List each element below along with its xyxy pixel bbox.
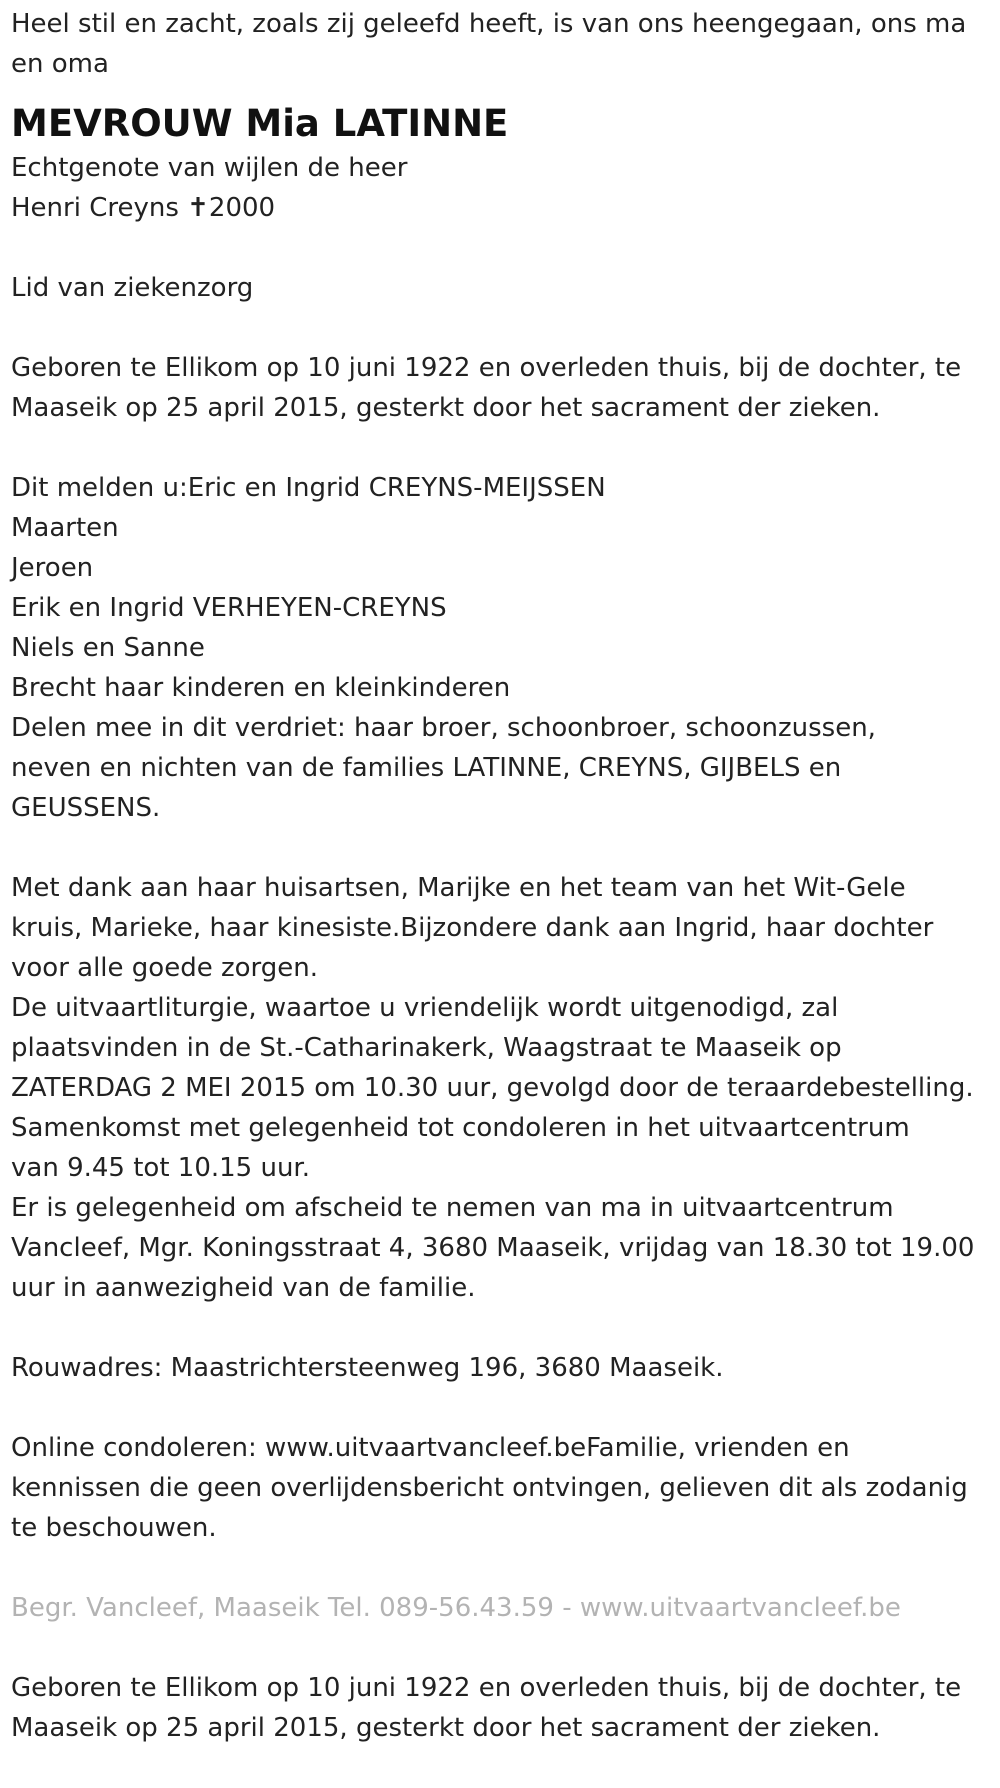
family-line: GEUSSENS. [11,793,161,823]
family-line: neven en nichten van de families LATINNE, CREYNS, GIJBELS en [11,753,842,783]
spacer [11,308,996,348]
spouse-line: Echtgenote van wijlen de heer [11,153,408,183]
service-line: van 9.45 tot 10.15 uur. [11,1153,310,1183]
family-line: Delen mee in dit verdriet: haar broer, schoonbroer, schoonzussen, [11,713,876,743]
online-line: te beschouwen. [11,1513,217,1543]
service-line: Er is gelegenheid om afscheid te nemen van ma in uitvaartcentrum [11,1193,894,1223]
service-line: Vancleef, Mgr. Koningsstraat 4, 3680 Maaseik, vrijdag van 18.30 tot 19.00 [11,1233,975,1263]
service-line: voor alle goede zorgen. [11,953,318,983]
online-condolence-paragraph [11,1428,996,1548]
service-line: Met dank aan haar huisartsen, Marijke en het team van het Wit-Gele [11,873,906,903]
family-line: Niels en Sanne [11,633,205,663]
birth-line: Geboren te Ellikom op 10 juni 1922 en overleden thuis, bij de dochter, te [11,353,962,383]
service-line: uur in aanwezigheid van de familie. [11,1273,476,1303]
spacer [11,1388,996,1428]
family-line: Dit melden u:Eric en Ingrid CREYNS-MEIJSSEN [11,473,606,503]
family-paragraph [11,468,996,828]
birth-paragraph-repeat [11,1668,996,1748]
family-line: Erik en Ingrid VERHEYEN-CREYNS [11,593,447,623]
service-line: Samenkomst met gelegenheid tot condoleren in het uitvaartcentrum [11,1113,910,1143]
online-line: kennissen die geen overlijdensbericht ontvingen, gelieven dit als zodanig [11,1473,968,1503]
spacer [11,1548,996,1588]
spacer [11,828,996,868]
service-line: ZATERDAG 2 MEI 2015 om 10.30 uur, gevolgd door de teraardebestelling. [11,1073,974,1103]
family-line: Maarten [11,513,119,543]
online-line: Online condoleren: www.uitvaartvancleef.beFamilie, vrienden en [11,1433,850,1463]
thanks-service-paragraph [11,868,996,1308]
spacer [11,1628,996,1668]
birth-line: Geboren te Ellikom op 10 juni 1922 en overleden thuis, bij de dochter, te [11,1673,962,1703]
mourning-address: Rouwadres: Maastrichtersteenweg 196, 3680 Maaseik. [11,1353,724,1383]
birth-paragraph [11,348,996,428]
spacer [11,1308,996,1348]
intro-line: Heel stil en zacht, zoals zij geleefd heeft, is van ons heengegaan, ons ma [11,9,967,39]
service-line: plaatsvinden in de St.-Catharinakerk, Waagstraat te Maaseik op [11,1033,842,1063]
birth-line: Maaseik op 25 april 2015, gesterkt door het sacrament der zieken. [11,393,881,423]
service-line: De uitvaartliturgie, waartoe u vriendelijk wordt uitgenodigd, zal [11,993,839,1023]
family-line: Brecht haar kinderen en kleinkinderen [11,673,511,703]
spacer [11,428,996,468]
spacer [11,228,996,268]
spouse-paragraph [11,148,996,228]
family-line: Jeroen [11,553,94,583]
spouse-line: Henri Creyns ✝2000 [11,193,276,223]
undertaker-credit: Begr. Vancleef, Maaseik Tel. 089-56.43.59 - www.uitvaartvancleef.be [11,1593,901,1623]
intro-paragraph [11,4,996,84]
obituary-notice [11,4,996,1748]
deceased-name: MEVROUW Mia LATINNE [11,102,509,145]
intro-line: en oma [11,49,109,79]
service-line: kruis, Marieke, haar kinesiste.Bijzondere dank aan Ingrid, haar dochter [11,913,934,943]
birth-line: Maaseik op 25 april 2015, gesterkt door het sacrament der zieken. [11,1713,881,1743]
membership-text: Lid van ziekenzorg [11,273,254,303]
